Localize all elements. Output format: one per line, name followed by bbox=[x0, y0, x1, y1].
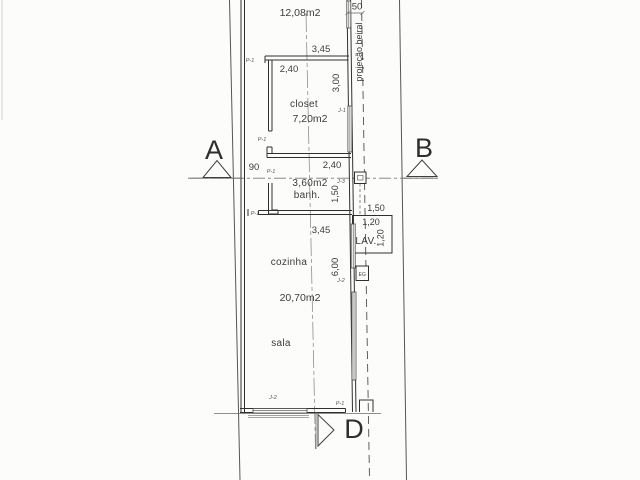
laundry-offset-dim: 1,50 bbox=[367, 203, 385, 213]
laundry-label: LAV. bbox=[355, 236, 377, 247]
living-room-label: sala bbox=[271, 338, 291, 349]
closet-label: closet bbox=[290, 99, 318, 110]
windows bbox=[245, 1, 356, 418]
window-label-bathroom: J-3 bbox=[337, 179, 345, 185]
kitchen-living-area: 20,70m2 bbox=[279, 292, 321, 304]
section-marker-b-letter: B bbox=[414, 133, 434, 163]
door-label: P-1 bbox=[245, 58, 255, 64]
kitchen-label: cozinha bbox=[270, 257, 308, 268]
bathroom-label: banh. bbox=[293, 190, 321, 201]
eave-projection-label: projeção beiral bbox=[354, 22, 364, 82]
door-label: P-1 bbox=[266, 169, 276, 175]
door-label: P-1 bbox=[335, 401, 345, 407]
door-label: P-1 bbox=[250, 211, 260, 217]
section-marker-d-letter: D bbox=[344, 414, 364, 444]
window-labels bbox=[268, 108, 346, 401]
utility-box-gas bbox=[356, 266, 369, 281]
eave-offset-dim: 50 bbox=[351, 1, 363, 13]
top-room-area: 12,08m2 bbox=[279, 7, 321, 19]
closet-depth-dim: 3,00 bbox=[331, 73, 342, 93]
laundry-depth-dim: 1,20 bbox=[375, 229, 386, 247]
section-marker-d bbox=[316, 413, 364, 450]
closet-width-dim: 2,40 bbox=[279, 64, 299, 75]
window-label-kitchen: J-2 bbox=[337, 278, 345, 284]
window-label-living: J-2 bbox=[269, 395, 277, 401]
corridor-width-dim: 90 bbox=[248, 162, 260, 173]
laundry-width-dim: 1,20 bbox=[362, 217, 380, 227]
section-marker-b bbox=[407, 133, 437, 177]
kitchen-width-dim: 3,45 bbox=[311, 225, 331, 236]
door-label: P-1 bbox=[257, 137, 267, 143]
bathroom-area: 3,60m2 bbox=[292, 178, 328, 189]
top-room-opening-dim: 3,45 bbox=[311, 44, 331, 55]
utility-box-meter bbox=[355, 172, 367, 215]
window-label-closet: J-1 bbox=[338, 108, 346, 114]
section-marker-a bbox=[203, 135, 231, 178]
kitchen-depth-dim: 6,00 bbox=[330, 257, 341, 277]
closet-area: 7,20m2 bbox=[292, 113, 328, 125]
section-marker-a-letter: A bbox=[204, 135, 224, 165]
bathroom-width-dim: 2,40 bbox=[322, 160, 342, 171]
bathroom-depth-dim: 1,50 bbox=[330, 185, 340, 203]
utility-box-gas-label: EG bbox=[358, 272, 366, 278]
